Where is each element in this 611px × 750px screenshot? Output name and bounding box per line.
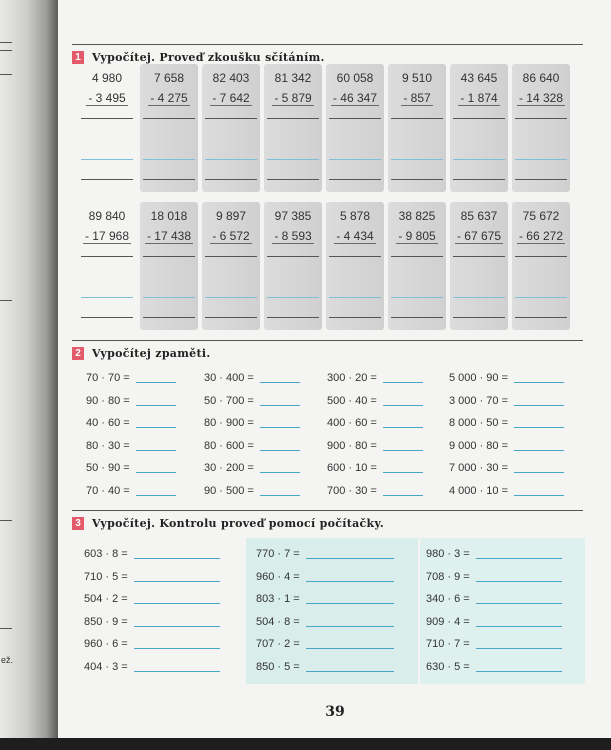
expression: 80 · 900 = (204, 417, 254, 429)
expression: 40 · 60 = (86, 417, 130, 429)
expression: 960 · 6 = (84, 638, 128, 650)
expression: 300 · 20 = (327, 372, 377, 384)
binding-gutter (0, 0, 58, 750)
expression: 340 · 6 = (426, 593, 470, 605)
left-page-fragment: ež. (1, 655, 14, 665)
subtrahend: - 8 593 (274, 229, 312, 243)
check-line[interactable] (81, 159, 133, 160)
subtrahend: - 4 434 (336, 229, 374, 243)
expression: 500 · 40 = (327, 394, 377, 407)
answer-blank[interactable] (383, 405, 423, 406)
mental-math-item (327, 372, 423, 384)
multiplication-item (426, 638, 562, 650)
subtraction-problem (202, 64, 260, 192)
exercise-1-header (72, 50, 325, 64)
subtrahend: - 67 675 (456, 229, 502, 243)
answer-line[interactable] (81, 256, 133, 257)
divider (72, 340, 583, 341)
expression: 70 · 40 = (86, 484, 130, 497)
expression: 50 · 700 = (204, 394, 254, 407)
answer-line[interactable] (453, 256, 505, 257)
mental-math-item (204, 440, 300, 452)
answer-line[interactable] (329, 256, 381, 257)
mental-math-item (327, 395, 423, 407)
minuend: 85 637 (460, 209, 498, 223)
answer-blank[interactable] (306, 558, 394, 559)
exercise-3-header (72, 516, 384, 530)
expression: 70 · 70 = (86, 372, 130, 384)
multiplication-item (84, 616, 220, 628)
answer-line[interactable] (143, 256, 195, 257)
expression: 708 · 9 = (426, 570, 470, 583)
answer-blank[interactable] (514, 382, 564, 383)
check-line[interactable] (453, 297, 505, 298)
exercise-1-number: 1 (72, 51, 84, 64)
answer-line[interactable] (515, 317, 567, 318)
answer-blank[interactable] (136, 495, 176, 496)
multiplication-item (426, 661, 562, 673)
answer-line[interactable] (391, 179, 443, 180)
minuend: 89 840 (88, 209, 126, 223)
answer-line[interactable] (81, 179, 133, 180)
expression: 980 · 3 = (426, 548, 470, 560)
subtraction-problem (326, 202, 384, 330)
mental-math-item (204, 395, 300, 407)
expression: 400 · 60 = (327, 417, 377, 429)
minuend: 5 878 (339, 209, 371, 223)
subtrahend: - 857 (403, 91, 431, 105)
answer-line[interactable] (453, 317, 505, 318)
check-line[interactable] (329, 297, 381, 298)
subtraction-problem (202, 202, 260, 330)
minuend: 86 640 (522, 71, 560, 85)
divider (72, 44, 583, 45)
minuend: 38 825 (398, 209, 436, 223)
expression: 803 · 1 = (256, 593, 300, 605)
minuend: 7 658 (153, 71, 185, 85)
multiplication-item (256, 616, 394, 628)
answer-blank[interactable] (136, 450, 176, 451)
answer-blank[interactable] (476, 558, 562, 559)
expression: 504 · 8 = (256, 615, 300, 628)
subtrahend: - 9 805 (398, 229, 436, 243)
multiplication-item (84, 593, 220, 605)
exercise-2-number: 2 (72, 347, 84, 360)
minuend: 81 342 (274, 71, 312, 85)
check-line[interactable] (453, 159, 505, 160)
expression: 710 · 5 = (84, 570, 128, 583)
answer-line[interactable] (515, 118, 567, 119)
mental-math-item (86, 395, 176, 407)
check-line[interactable] (81, 297, 133, 298)
expression: 5 000 · 90 = (449, 372, 509, 384)
multiplication-item (256, 548, 394, 560)
expression: 7 000 · 30 = (449, 462, 509, 474)
mental-math-item (327, 462, 423, 474)
subtraction-problem (512, 64, 570, 192)
check-line[interactable] (515, 159, 567, 160)
answer-blank[interactable] (306, 603, 394, 604)
multiplication-item (426, 548, 562, 560)
answer-blank[interactable] (476, 671, 562, 672)
answer-blank[interactable] (136, 427, 176, 428)
answer-blank[interactable] (136, 382, 176, 383)
multiplication-item (256, 661, 394, 673)
expression: 900 · 80 = (327, 439, 377, 452)
answer-blank[interactable] (260, 427, 300, 428)
answer-line[interactable] (329, 317, 381, 318)
check-line[interactable] (205, 297, 257, 298)
mental-math-item (449, 395, 564, 407)
subtraction-problem (78, 202, 136, 330)
subtraction-problem (78, 64, 136, 192)
expression: 8 000 · 50 = (449, 417, 509, 429)
answer-line[interactable] (267, 256, 319, 257)
answer-blank[interactable] (260, 495, 300, 496)
answer-line[interactable] (205, 179, 257, 180)
mental-math-item (449, 372, 564, 384)
answer-blank[interactable] (383, 382, 423, 383)
multiplication-item (84, 548, 220, 560)
answer-line[interactable] (391, 118, 443, 119)
multiplication-item (256, 593, 394, 605)
answer-blank[interactable] (260, 450, 300, 451)
mental-math-item (204, 417, 300, 429)
subtraction-problem (264, 64, 322, 192)
multiplication-item (84, 638, 220, 650)
expression: 4 000 · 10 = (449, 484, 509, 497)
subtrahend: - 5 879 (274, 91, 312, 105)
answer-line[interactable] (143, 179, 195, 180)
multiplication-item (426, 593, 562, 605)
check-line[interactable] (515, 297, 567, 298)
minuend: 18 018 (150, 209, 188, 223)
answer-blank[interactable] (306, 648, 394, 649)
exercise-1-title: Vypočítej. Proveď zkoušku sčítáním. (92, 50, 325, 64)
exercise-2-header (72, 346, 210, 360)
subtraction-problem (264, 202, 322, 330)
subtraction-problem (388, 202, 446, 330)
answer-blank[interactable] (134, 648, 220, 649)
page-number: 39 (325, 704, 345, 720)
answer-line[interactable] (515, 179, 567, 180)
subtrahend: - 14 328 (518, 91, 564, 105)
expression: 90 · 80 = (86, 394, 130, 407)
answer-line[interactable] (453, 118, 505, 119)
check-line[interactable] (143, 297, 195, 298)
subtrahend: - 6 572 (212, 229, 250, 243)
answer-blank[interactable] (476, 648, 562, 649)
scan-edge (0, 738, 611, 750)
subtrahend: - 4 275 (150, 91, 188, 105)
mental-math-item (86, 485, 176, 497)
minuend: 75 672 (522, 209, 560, 223)
answer-blank[interactable] (514, 495, 564, 496)
expression: 80 · 30 = (86, 439, 130, 452)
expression: 30 · 400 = (204, 372, 254, 384)
subtrahend: - 1 874 (460, 91, 498, 105)
check-line[interactable] (391, 297, 443, 298)
mental-math-item (449, 462, 564, 474)
answer-blank[interactable] (136, 472, 176, 473)
answer-line[interactable] (267, 317, 319, 318)
minuend: 9 510 (401, 71, 433, 85)
expression: 600 · 10 = (327, 462, 377, 474)
mental-math-item (86, 417, 176, 429)
answer-line[interactable] (267, 118, 319, 119)
expression: 50 · 90 = (86, 462, 130, 474)
answer-blank[interactable] (134, 558, 220, 559)
minuend: 4 980 (91, 71, 123, 85)
answer-line[interactable] (205, 317, 257, 318)
expression: 30 · 200 = (204, 462, 254, 474)
answer-blank[interactable] (514, 472, 564, 473)
answer-blank[interactable] (383, 495, 423, 496)
mental-math-item (204, 462, 300, 474)
answer-blank[interactable] (476, 581, 562, 582)
expression: 3 000 · 70 = (449, 394, 509, 407)
expression: 770 · 7 = (256, 548, 300, 560)
answer-blank[interactable] (260, 382, 300, 383)
divider (72, 510, 583, 511)
answer-line[interactable] (329, 118, 381, 119)
minuend: 97 385 (274, 209, 312, 223)
answer-line[interactable] (143, 317, 195, 318)
subtraction-problem (450, 202, 508, 330)
mental-math-item (204, 372, 300, 384)
expression: 700 · 30 = (327, 484, 377, 497)
expression: 850 · 5 = (256, 660, 300, 673)
expression: 960 · 4 = (256, 570, 300, 583)
mental-math-item (327, 440, 423, 452)
check-line[interactable] (329, 159, 381, 160)
answer-blank[interactable] (134, 603, 220, 604)
answer-blank[interactable] (134, 626, 220, 627)
answer-line[interactable] (515, 256, 567, 257)
answer-line[interactable] (453, 179, 505, 180)
minuend: 43 645 (460, 71, 498, 85)
multiplication-item (256, 571, 394, 583)
answer-blank[interactable] (134, 581, 220, 582)
expression: 80 · 600 = (204, 439, 254, 452)
answer-blank[interactable] (514, 405, 564, 406)
subtrahend: - 17 968 (84, 229, 130, 243)
check-line[interactable] (143, 159, 195, 160)
subtrahend: - 3 495 (88, 91, 126, 105)
exercise-3-title: Vypočítej. Kontrolu proveď pomocí počítačky. (92, 516, 385, 530)
mental-math-item (86, 372, 176, 384)
expression: 603 · 8 = (84, 548, 128, 560)
expression: 707 · 2 = (256, 638, 300, 650)
subtraction-problem (450, 64, 508, 192)
answer-line[interactable] (205, 118, 257, 119)
multiplication-item (84, 661, 220, 673)
answer-line[interactable] (267, 179, 319, 180)
answer-blank[interactable] (260, 405, 300, 406)
expression: 710 · 7 = (426, 638, 470, 650)
multiplication-item (426, 616, 562, 628)
expression: 90 · 500 = (204, 484, 254, 497)
multiplication-item (84, 571, 220, 583)
answer-blank[interactable] (514, 450, 564, 451)
mental-math-item (86, 440, 176, 452)
subtrahend: - 17 438 (146, 229, 192, 243)
expression: 909 · 4 = (426, 615, 470, 628)
answer-line[interactable] (81, 317, 133, 318)
answer-blank[interactable] (306, 581, 394, 582)
answer-line[interactable] (391, 317, 443, 318)
answer-blank[interactable] (136, 405, 176, 406)
subtraction-problem (140, 202, 198, 330)
subtraction-problem (326, 64, 384, 192)
check-line[interactable] (205, 159, 257, 160)
multiplication-item (256, 638, 394, 650)
subtraction-problem (512, 202, 570, 330)
answer-blank[interactable] (383, 450, 423, 451)
check-line[interactable] (391, 159, 443, 160)
exercise-2-title: Vypočítej zpaměti. (92, 346, 211, 360)
answer-blank[interactable] (383, 427, 423, 428)
mental-math-item (449, 440, 564, 452)
mental-math-item (449, 417, 564, 429)
minuend: 9 897 (215, 209, 247, 223)
expression: 630 · 5 = (426, 660, 470, 673)
answer-blank[interactable] (260, 472, 300, 473)
mental-math-item (449, 485, 564, 497)
expression: 404 · 3 = (84, 660, 128, 673)
subtrahend: - 7 642 (212, 91, 250, 105)
exercise-3-number: 3 (72, 517, 84, 530)
check-line[interactable] (267, 159, 319, 160)
answer-blank[interactable] (306, 671, 394, 672)
check-line[interactable] (267, 297, 319, 298)
answer-line[interactable] (391, 256, 443, 257)
mental-math-item (86, 462, 176, 474)
multiplication-item (426, 571, 562, 583)
minuend: 60 058 (336, 71, 374, 85)
subtrahend: - 66 272 (518, 229, 564, 243)
minuend: 82 403 (212, 71, 250, 85)
expression: 9 000 · 80 = (449, 439, 509, 452)
answer-blank[interactable] (306, 626, 394, 627)
subtraction-problem (388, 64, 446, 192)
answer-line[interactable] (329, 179, 381, 180)
mental-math-item (327, 417, 423, 429)
answer-line[interactable] (143, 118, 195, 119)
answer-line[interactable] (205, 256, 257, 257)
mental-math-item (327, 485, 423, 497)
expression: 850 · 9 = (84, 615, 128, 628)
answer-line[interactable] (81, 118, 133, 119)
answer-blank[interactable] (514, 427, 564, 428)
answer-blank[interactable] (134, 671, 220, 672)
subtrahend: - 46 347 (332, 91, 378, 105)
expression: 504 · 2 = (84, 593, 128, 605)
answer-blank[interactable] (476, 603, 562, 604)
answer-blank[interactable] (383, 472, 423, 473)
subtraction-problem (140, 64, 198, 192)
mental-math-item (204, 485, 300, 497)
answer-blank[interactable] (476, 626, 562, 627)
